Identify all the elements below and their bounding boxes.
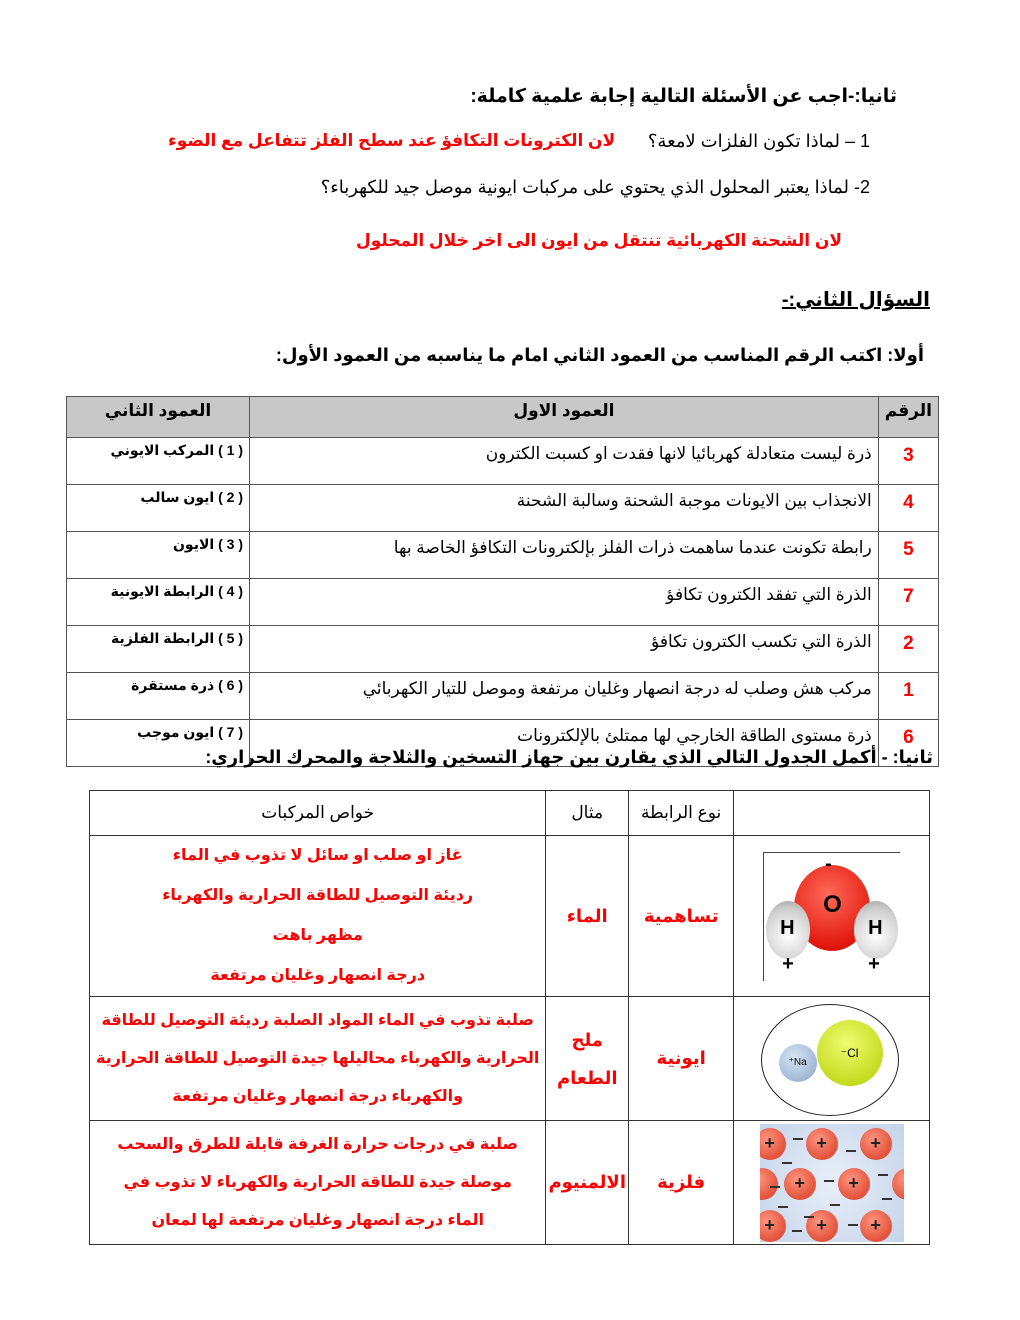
header-image <box>734 791 930 836</box>
plus-sign: + <box>782 952 794 975</box>
table-row <box>67 673 939 720</box>
second-column-item: ( 5 ) الرابطة الفلزية <box>67 626 250 673</box>
properties-value: صلبة في درجات حرارة الغرفة قابلة للطرق والسحب موصلة جيدة للطاقة الحرارية والكهرباء لا تذوب في الماء درجة انصهار وغليان مرتفعة لها لمعان <box>90 1121 546 1245</box>
second-column-item: ( 4 ) الرابطة الايونية <box>67 579 250 626</box>
chloride-ion-label: Cl⁻ <box>817 1020 883 1086</box>
question-1-answer: لان الكترونات التكافؤ عند سطح الفلز تتفاعل مع الضوء <box>168 131 616 150</box>
hydrogen-label: H <box>868 916 883 939</box>
water-molecule-diagram <box>763 852 900 981</box>
question-two-title: السؤال الثاني:- <box>781 289 930 311</box>
table-row <box>67 579 939 626</box>
header-properties: خواص المركبات <box>90 791 546 836</box>
header-second-column: العمود الثاني <box>67 397 250 438</box>
oxygen-label: O <box>823 890 842 918</box>
metallic-lattice-image <box>734 1121 930 1245</box>
header-bond-type: نوع الرابطة <box>629 791 734 836</box>
matching-table-header <box>67 397 939 438</box>
table-row <box>90 836 930 997</box>
section-heading: ثانيا:-اجب عن الأسئلة التالية إجابة علمية كاملة: <box>470 86 897 107</box>
header-example: مثال <box>546 791 629 836</box>
answer-number[interactable]: 2 <box>878 626 938 673</box>
second-column-item: ( 1 ) المركب الايوني <box>67 438 250 485</box>
hydrogen-label: H <box>780 916 795 939</box>
first-column-item: الانجذاب بين الايونات موجبة الشحنة وسالبة الشحنة <box>250 485 879 532</box>
sodium-chloride-diagram <box>757 1002 907 1116</box>
header-number: الرقم <box>878 397 938 438</box>
plus-sign: + <box>868 952 880 975</box>
first-column-item: الذرة التي تكسب الكترون تكافؤ <box>250 626 879 673</box>
example-value: الماء <box>546 836 629 997</box>
answer-number[interactable]: 4 <box>878 485 938 532</box>
answer-number[interactable]: 6 <box>878 720 938 767</box>
water-molecule-image <box>734 836 930 997</box>
matching-table <box>66 396 939 767</box>
matching-instruction: أولا: اكتب الرقم المناسب من العمود الثاني امام ما يناسبه من العمود الأول: <box>275 345 924 365</box>
question-1: 1 – لماذا تكون الفلزات لامعة؟ <box>647 131 870 151</box>
second-column-item: ( 7 ) ايون موجب <box>67 720 250 767</box>
properties-value: غاز او صلب او سائل لا تذوب في الماء رديئة التوصيل للطاقة الحرارية والكهرباء مظهر باهت درجة انصهار وغليان مرتفعة <box>90 836 546 997</box>
first-column-item: ذرة مستوى الطاقة الخارجي لها ممتلئ بالإلكترونات <box>250 720 879 767</box>
second-column-item: ( 3 ) الايون <box>67 532 250 579</box>
table-row <box>90 1121 930 1245</box>
first-column-item: مركب هش وصلب له درجة انصهار وغليان مرتفعة وموصل للتيار الكهربائي <box>250 673 879 720</box>
second-column-item: ( 6 ) ذرة مستقرة <box>67 673 250 720</box>
first-column-item: الذرة التي تفقد الكترون تكافؤ <box>250 579 879 626</box>
example-value: ملح الطعام <box>546 997 629 1121</box>
question-2-answer: لان الشحنة الكهربائية تنتقل من ايون الى اخر خلال المحلول <box>355 231 842 250</box>
answer-number[interactable]: 3 <box>878 438 938 485</box>
table-row <box>90 997 930 1121</box>
sodium-chloride-image <box>734 997 930 1121</box>
sodium-ion-label: Na⁺ <box>779 1044 817 1082</box>
answer-number[interactable]: 1 <box>878 673 938 720</box>
answer-number[interactable]: 7 <box>878 579 938 626</box>
second-column-item: ( 2 ) ايون سالب <box>67 485 250 532</box>
example-value: الالمنيوم <box>546 1121 629 1245</box>
bond-type-value: تساهمية <box>629 836 734 997</box>
table-row <box>67 438 939 485</box>
properties-value: صلبة تذوب في الماء المواد الصلبة رديئة التوصيل للطاقة الحرارية والكهرباء محاليلها جيدة التوصيل للطاقة الحرارية والكهرباء درجة انصهار وغليان مرتفعة <box>90 997 546 1121</box>
minus-sign: - <box>825 852 832 875</box>
comparison-table <box>89 790 930 1245</box>
table-row <box>67 485 939 532</box>
comparison-instruction: ثانيا: - أكمل الجدول التالي الذي يقارن بين جهاز التسخين والثلاجة والمحرك الحراري: <box>205 747 933 767</box>
bond-type-value: فلزية <box>629 1121 734 1245</box>
metallic-lattice-diagram: + + + + + + + + <box>760 1124 904 1242</box>
answer-number[interactable]: 5 <box>878 532 938 579</box>
first-column-item: رابطة تكونت عندما ساهمت ذرات الفلز بإلكترونات التكافؤ الخاصة بها <box>250 532 879 579</box>
bond-type-value: ايونية <box>629 997 734 1121</box>
header-first-column: العمود الاول <box>250 397 879 438</box>
comparison-table-header <box>90 791 930 836</box>
table-row <box>67 626 939 673</box>
question-2: 2- لماذا يعتبر المحلول الذي يحتوي على مركبات ايونية موصل جيد للكهرباء؟ <box>320 177 870 197</box>
table-row <box>67 532 939 579</box>
first-column-item: ذرة ليست متعادلة كهربائيا لانها فقدت او كسبت الكترون <box>250 438 879 485</box>
